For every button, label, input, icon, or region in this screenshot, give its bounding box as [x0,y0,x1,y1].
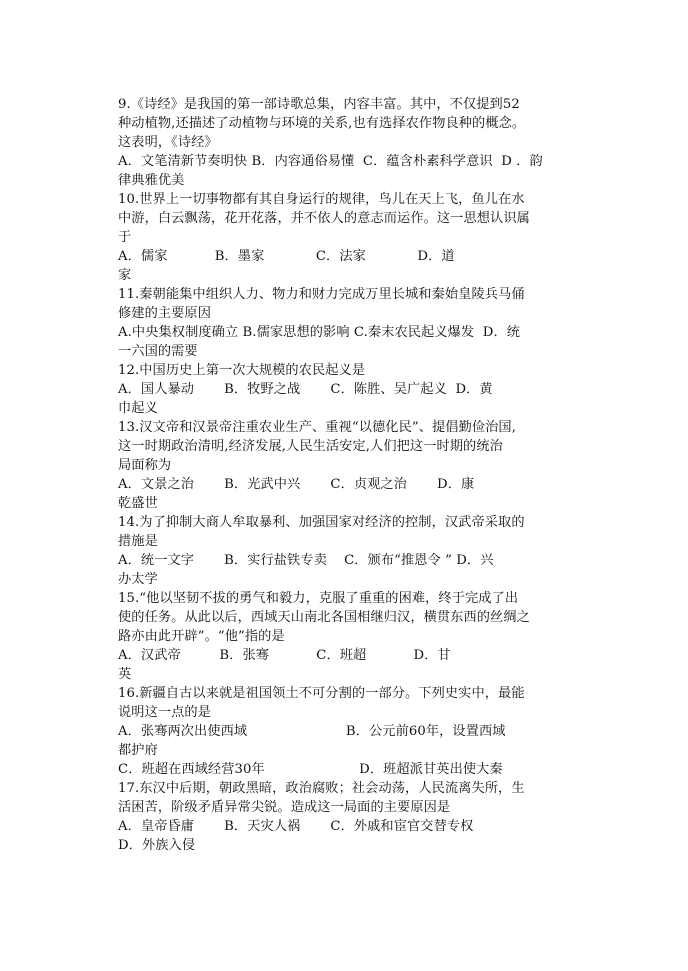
question-block [118,513,578,589]
question-block [118,418,578,513]
text-line: A．国人暴动 B．牧野之战 C．陈胜、吴广起义 D．黄 [118,382,493,397]
text-line: C．班超在西域经营30年 D．班超派甘英出使大秦 [118,762,503,777]
text-line: 于 [118,230,132,245]
text-line: 巾起义 [118,401,158,416]
question-block [118,779,578,855]
text-line: 14.为了抑制大商人牟取暴利、加强国家对经济的控制，汉武帝采取的 [118,515,525,530]
question-block [118,361,578,418]
text-line: 律典雅优美 [118,173,185,188]
text-line: 13.汉文帝和汉景帝注重农业生产、重视“以德化民”、提倡勤俭治国, [118,420,517,435]
text-line: 这表明，《诗经》 [118,135,218,150]
text-line: 16.新疆自古以来就是祖国领土不可分割的一部分。下列史实中，最能 [118,686,525,701]
text-line: 这一时期政治清明,经济发展,人民生活安定,人们把这一时期的统治 [118,439,503,454]
text-line: 办太学 [118,572,158,587]
question-block [118,190,578,285]
text-line: 中游，白云飘荡，花开花落，并不依人的意志而运作。这一思想认识属 [118,211,530,226]
text-line: A．皇帝昏庸 B．天灾人祸 C．外戚和宦官交替专权 [118,819,474,834]
text-line: 路亦由此开辟”。“他”指的是 [118,629,285,644]
text-line: D．外族入侵 [118,838,196,853]
text-line: A．统一文字 B．实行盐铁专卖 C．颁布“推恩令 ” D．兴 [118,553,494,568]
text-line: A.中央集权制度确立 B.儒家思想的影响 C.秦末农民起义爆发 D．统 [118,325,521,340]
text-line: 种动植物,还描述了动植物与环境的关系,也有选择农作物良种的概念。 [118,116,526,131]
text-line: A．张骞两次出使西域 B．公元前60年，设置西域 [118,724,506,739]
text-line: 12.中国历史上第一次大规模的农民起义是 [118,363,366,378]
text-line: 家 [118,268,132,283]
text-line: A．文笔清新节奏明快 B．内容通俗易懂 C．蕴含朴素科学意识 D ．韵 [118,154,543,169]
text-line: A．文景之治 B．光武中兴 C．贞观之治 D．康 [118,477,475,492]
text-line: 9.《诗经》是我国的第一部诗歌总集，内容丰富。其中，不仅提到52 [118,97,520,112]
text-line: 10.世界上一切事物都有其自身运行的规律，鸟儿在天上飞，鱼儿在水 [118,192,525,207]
text-line: 修建的主要原因 [118,306,212,321]
text-line: 都护府 [118,743,158,758]
question-block [118,589,578,684]
text-line: 说明这一点的是 [118,705,212,720]
text-line: 活困苦，阶级矛盾异常尖锐。造成这一局面的主要原因是 [118,800,451,815]
text-line: 局面称为 [118,458,172,473]
text-line: 乾盛世 [118,496,158,511]
text-line: 英 [118,667,132,682]
text-line: 15.“他以坚韧不拔的勇气和毅力，克服了重重的困难，终于完成了出 [118,591,519,606]
question-block [118,684,578,779]
text-line: 措施是 [118,534,158,549]
document-page [118,95,578,855]
text-line: 使的任务。从此以后，西域天山南北各国相继归汉，横贯东西的丝绸之 [118,610,530,625]
question-block [118,285,578,361]
question-block [118,95,578,190]
text-line: 11.秦朝能集中组织人力、物力和财力完成万里长城和秦始皇陵兵马俑 [118,287,525,302]
text-line: 17.东汉中后期，朝政黑暗，政治腐败；社会动荡，人民流离失所，生 [118,781,525,796]
text-line: A．儒家 B．墨家 C．法家 D．道 [118,249,455,264]
text-line: 一六国的需要 [118,344,198,359]
text-line: A．汉武帝 B．张骞 C．班超 D．甘 [118,648,451,663]
